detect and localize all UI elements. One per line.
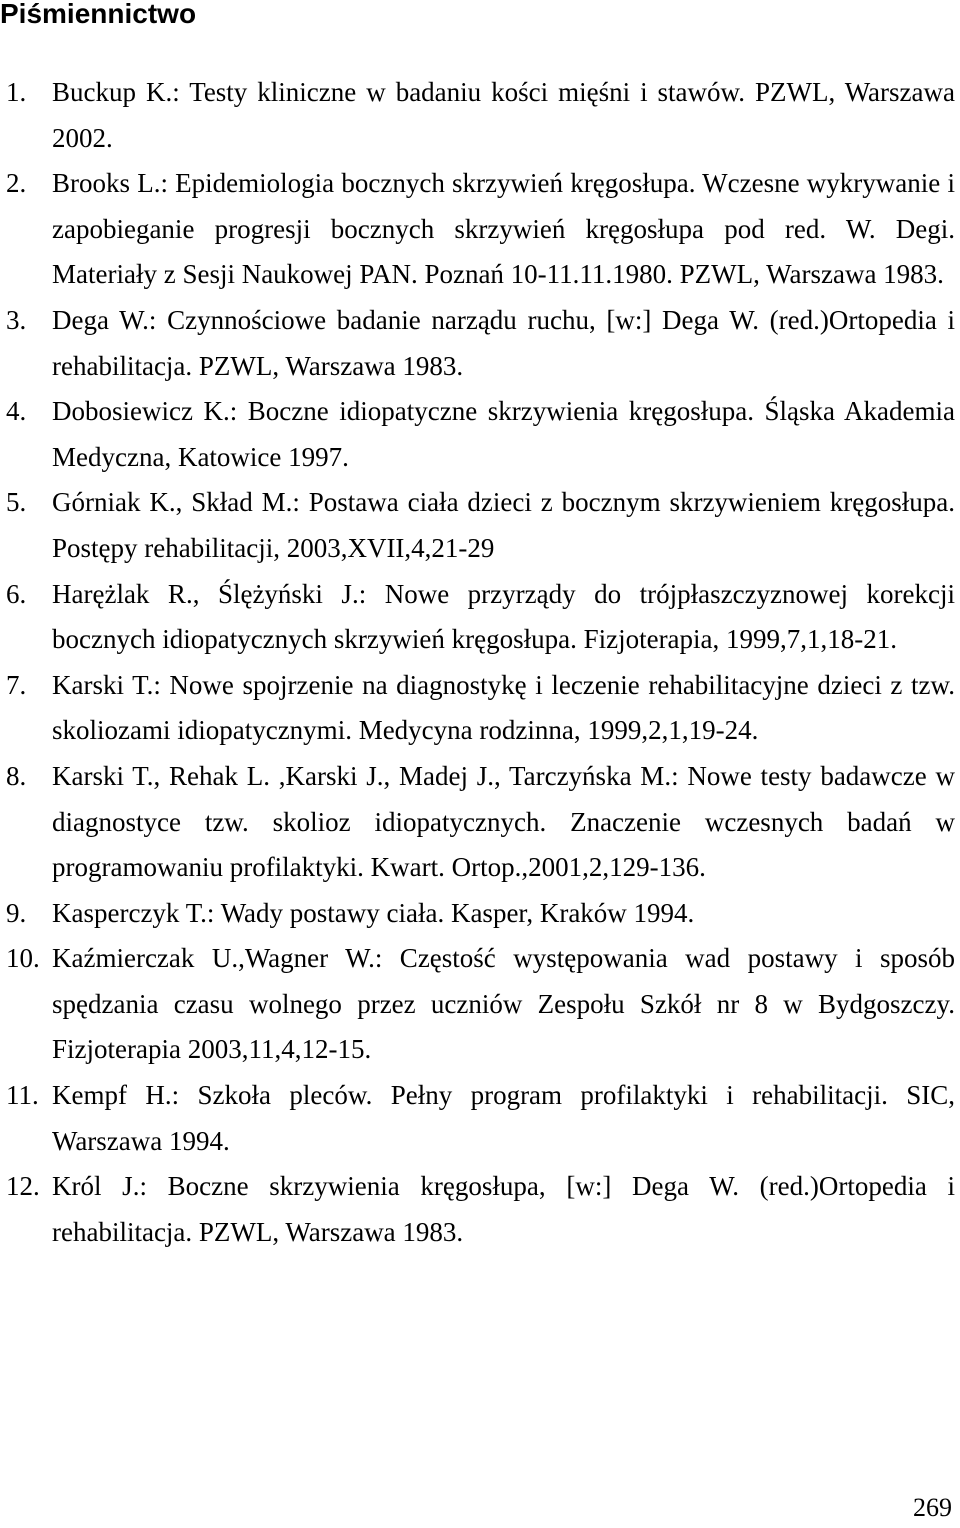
reference-number: 5.	[6, 487, 27, 518]
reference-item-12	[0, 1164, 955, 1255]
reference-text: Karski T., Rehak L. ,Karski J., Madej J., Tarczyńska M.: Nowe testy badawcze w diagnostyce tzw. skolioz idiopatycznych. Znaczenie wczesnych badań w programowaniu profilaktyki. Kwart. Ortop.,2001,2,129-136.	[52, 760, 955, 883]
reference-text: Kaźmierczak U.,Wagner W.: Częstość występowania wad postawy i sposób spędzania czasu wolnego przez uczniów Zespołu Szkół nr 8 w Bydgoszczy. Fizjoterapia 2003,11,4,12-15.	[52, 943, 955, 1065]
reference-number: 4.	[6, 396, 27, 427]
reference-number: 12.	[6, 1171, 40, 1202]
reference-text: Harężlak R., Ślężyński J.: Nowe przyrządy do trójpłaszczyznowej korekcji bocznych idiopatycznych skrzywień kręgosłupa. Fizjoterapia, 1999,7,1,18-21.	[52, 578, 955, 655]
reference-item-5	[0, 480, 955, 571]
page-number: 269	[913, 1493, 952, 1522]
reference-item-2	[0, 161, 955, 298]
reference-item-10	[0, 936, 955, 1073]
reference-text: Karski T.: Nowe spojrzenie na diagnostykę i leczenie rehabilitacyjne dzieci z tzw. skoliozami idiopatycznymi. Medycyna rodzinna, 1999,2,1,19-24.	[52, 669, 955, 746]
reference-number: 3.	[6, 304, 27, 335]
reference-list	[0, 70, 955, 1255]
reference-text: Kempf H.: Szkoła pleców. Pełny program profilaktyki i rehabilitacji. SIC, Warszawa 1994.	[52, 1080, 955, 1156]
reference-item-7	[0, 663, 955, 754]
reference-text: Buckup K.: Testy kliniczne w badaniu kości mięśni i stawów. PZWL, Warszawa 2002.	[52, 77, 955, 153]
reference-text: Kasperczyk T.: Wady postawy ciała. Kasper, Kraków 1994.	[52, 897, 695, 928]
reference-number: 6.	[6, 578, 27, 609]
reference-text: Górniak K., Skład M.: Postawa ciała dzieci z bocznym skrzywieniem kręgosłupa. Postępy rehabilitacji, 2003,XVII,4,21-29	[52, 487, 955, 563]
reference-number: 1.	[6, 77, 27, 107]
reference-number: 9.	[6, 897, 27, 928]
reference-text: Król J.: Boczne skrzywienia kręgosłupa, [w:] Dega W. (red.)Ortopedia i rehabilitacja. PZWL, Warszawa 1983.	[52, 1171, 955, 1247]
reference-text: Dobosiewicz K.: Boczne idiopatyczne skrzywienia kręgosłupa. Śląska Akademia Medyczna, Katowice 1997.	[52, 396, 955, 472]
reference-text: Dega W.: Czynnościowe badanie narządu ruchu, [w:] Dega W. (red.)Ortopedia i rehabilitacja. PZWL, Warszawa 1983.	[52, 304, 955, 381]
reference-number: 8.	[6, 760, 27, 791]
reference-item-4	[0, 389, 955, 480]
reference-item-6	[0, 572, 955, 663]
reference-item-3	[0, 298, 955, 389]
reference-item-8	[0, 754, 955, 891]
reference-number: 11.	[6, 1080, 39, 1111]
reference-item-11	[0, 1073, 955, 1164]
reference-item-9	[0, 891, 955, 937]
reference-number: 2.	[6, 168, 27, 199]
reference-text: Brooks L.: Epidemiologia bocznych skrzywień kręgosłupa. Wczesne wykrywanie i zapobieganie progresji bocznych skrzywień kręgosłupa pod red. W. Degi. Materiały z Sesji Naukowej PAN. Poznań 10-11.11.1980. PZWL, Warszawa 1983.	[52, 168, 955, 290]
page-title: Piśmiennictwo	[0, 0, 197, 29]
reference-number: 7.	[6, 669, 27, 700]
reference-item-1	[0, 70, 955, 161]
reference-number: 10.	[6, 943, 40, 974]
